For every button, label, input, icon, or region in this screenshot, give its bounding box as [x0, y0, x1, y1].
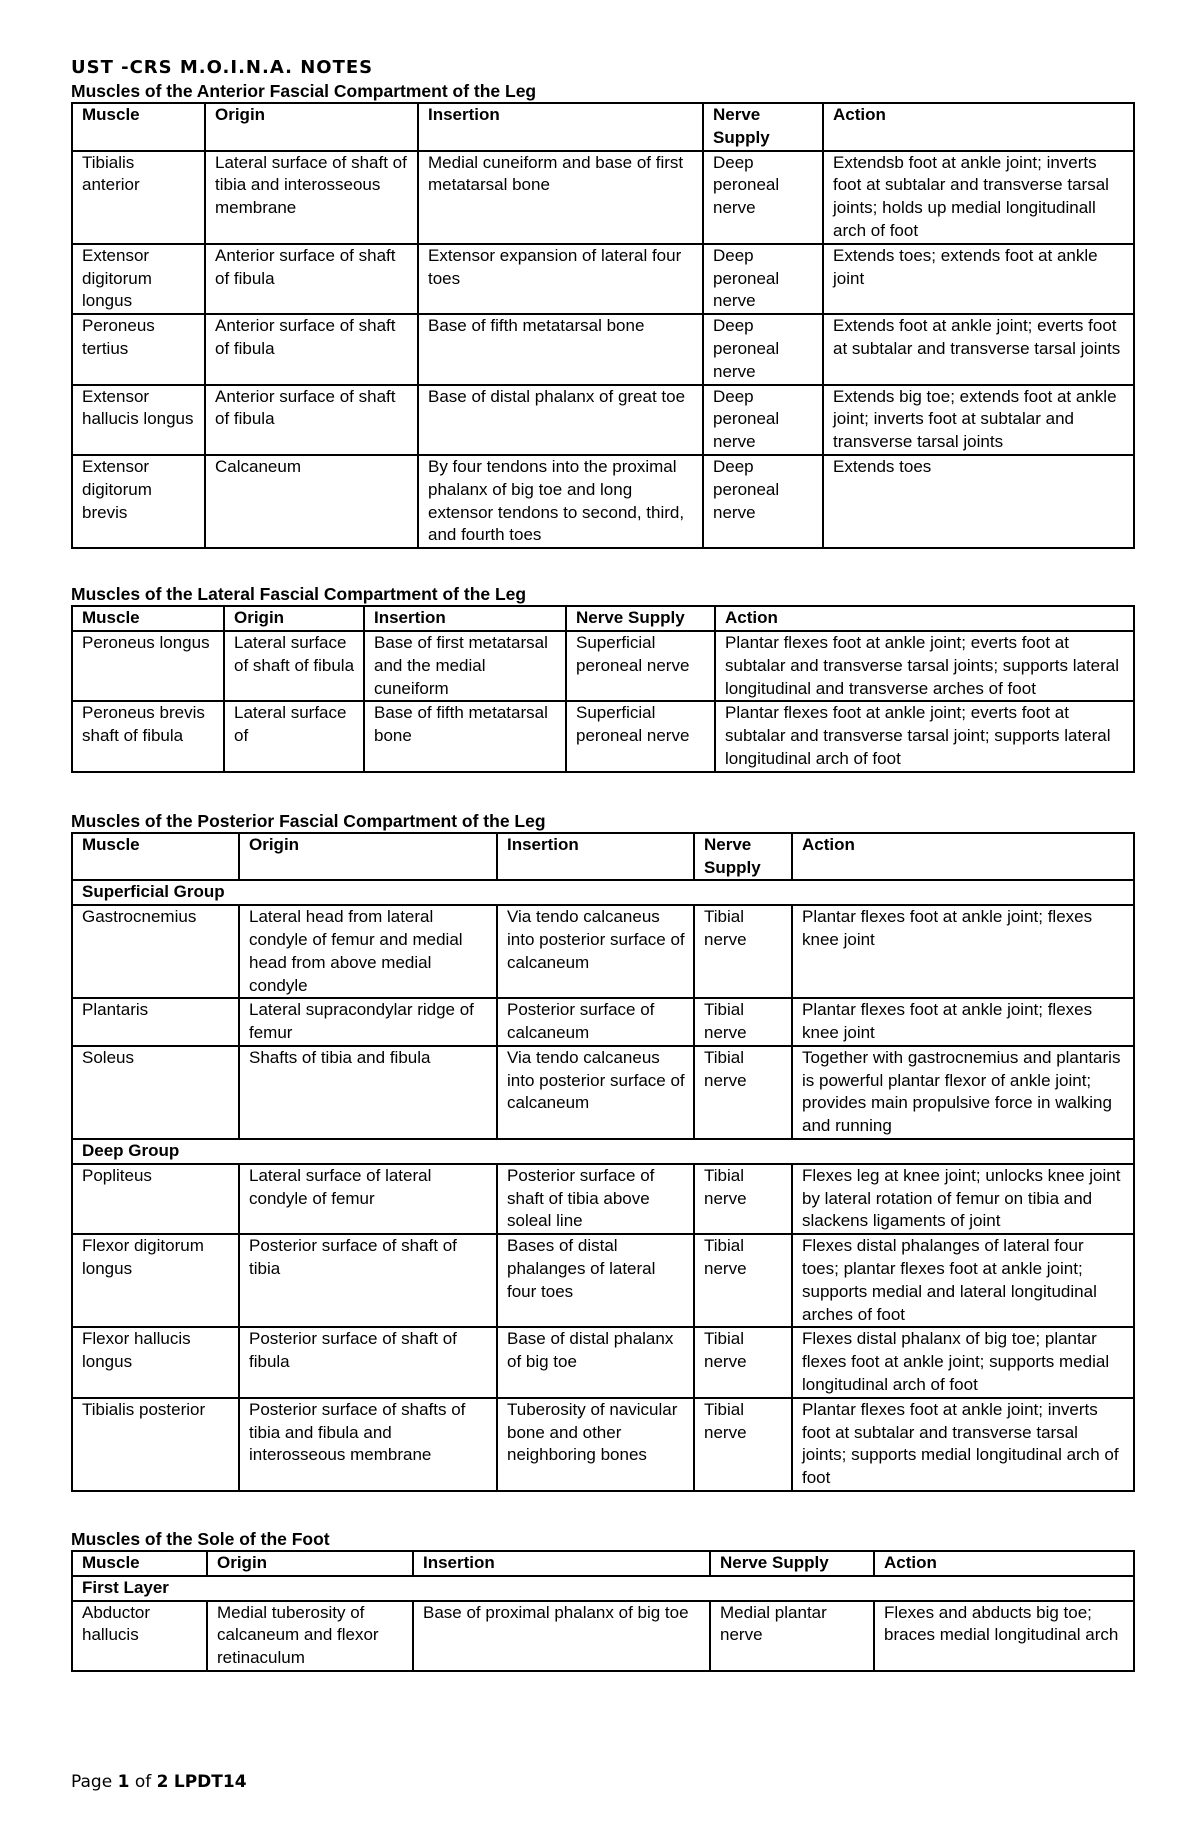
cell-muscle: Peroneus brevis shaft of fibula [72, 701, 224, 771]
cell-origin: Anterior surface of shaft of fibula [205, 314, 418, 384]
table-row [72, 385, 1134, 455]
cell-action: Together with gastrocnemius and plantaris is powerful plantar flexor of ankle joint; provides main propulsive force in walking and running [792, 1046, 1134, 1139]
posterior-section-title: Muscles of the Posterior Fascial Compartment of the Leg [71, 810, 546, 831]
cell-origin: Posterior surface of shafts of tibia and fibula and interosseous membrane [239, 1398, 497, 1491]
cell-nerve: Tibial nerve [694, 1327, 792, 1397]
cell-muscle: Abductor hallucis [72, 1601, 207, 1671]
table-row [72, 1327, 1134, 1397]
table-header-row [72, 1551, 1134, 1576]
page-footer [71, 1772, 247, 1792]
table-header-row [72, 833, 1134, 881]
col-header-action: Action [792, 833, 1134, 881]
col-header-action: Action [715, 606, 1134, 631]
table-row [72, 701, 1134, 771]
cell-origin: Lateral surface of lateral condyle of femur [239, 1164, 497, 1234]
lateral-table [71, 605, 1135, 773]
table-header-row [72, 606, 1134, 631]
cell-muscle: Extensor digitorum brevis [72, 455, 205, 548]
cell-action: Flexes distal phalanges of lateral four toes; plantar flexes foot at ankle joint; supports medial and lateral longitudinal arches of foot [792, 1234, 1134, 1327]
cell-nerve: Deep peroneal nerve [703, 314, 823, 384]
cell-action: Plantar flexes foot at ankle joint; everts foot at subtalar and transverse tarsal joint; supports lateral longitudinal arch of foot [715, 701, 1134, 771]
cell-origin: Posterior surface of shaft of tibia [239, 1234, 497, 1327]
group-row [72, 1576, 1134, 1601]
cell-insertion: Tuberosity of navicular bone and other neighboring bones [497, 1398, 694, 1491]
table-row [72, 998, 1134, 1046]
cell-nerve: Tibial nerve [694, 998, 792, 1046]
cell-insertion: Base of first metatarsal and the medial cuneiform [364, 631, 566, 701]
cell-muscle: Soleus [72, 1046, 239, 1139]
cell-origin: Lateral supracondylar ridge of femur [239, 998, 497, 1046]
table-row [72, 314, 1134, 384]
cell-action: Plantar flexes foot at ankle joint; flexes knee joint [792, 905, 1134, 998]
document-title: UST -CRS M.O.I.N.A. NOTES [71, 57, 374, 78]
col-header-action: Action [874, 1551, 1134, 1576]
footer-doc-code: LPDT14 [173, 1772, 247, 1792]
cell-origin: Anterior surface of shaft of fibula [205, 385, 418, 455]
col-header-nerve-supply: Nerve Supply [710, 1551, 874, 1576]
cell-origin: Lateral surface of [224, 701, 364, 771]
cell-nerve: Tibial nerve [694, 1234, 792, 1327]
col-header-muscle: Muscle [72, 103, 205, 151]
col-header-nerve-supply: Nerve Supply [703, 103, 823, 151]
cell-action: Flexes distal phalanx of big toe; plantar flexes foot at ankle joint; supports medial longitudinal arch of foot [792, 1327, 1134, 1397]
cell-origin: Shafts of tibia and fibula [239, 1046, 497, 1139]
group-row [72, 1139, 1134, 1164]
cell-nerve: Deep peroneal nerve [703, 244, 823, 314]
anterior-table [71, 102, 1135, 549]
col-header-insertion: Insertion [413, 1551, 710, 1576]
cell-insertion: Base of fifth metatarsal bone [364, 701, 566, 771]
cell-insertion: Base of fifth metatarsal bone [418, 314, 703, 384]
cell-action: Extendsb foot at ankle joint; inverts foot at subtalar and transverse tarsal joints; holds up medial longitudinall arch of foot [823, 151, 1134, 244]
cell-muscle: Flexor hallucis longus [72, 1327, 239, 1397]
table-header-row [72, 103, 1134, 151]
table-row [72, 1601, 1134, 1671]
cell-insertion: Bases of distal phalanges of lateral four toes [497, 1234, 694, 1327]
cell-insertion: Extensor expansion of lateral four toes [418, 244, 703, 314]
col-header-muscle: Muscle [72, 606, 224, 631]
cell-muscle: Gastrocnemius [72, 905, 239, 998]
cell-action: Plantar flexes foot at ankle joint; everts foot at subtalar and transverse tarsal joints; supports lateral longitudinal and transverse arches of foot [715, 631, 1134, 701]
cell-action: Extends toes [823, 455, 1134, 548]
col-header-origin: Origin [224, 606, 364, 631]
cell-nerve: Superficial peroneal nerve [566, 701, 715, 771]
cell-muscle: Tibialis anterior [72, 151, 205, 244]
cell-nerve: Deep peroneal nerve [703, 151, 823, 244]
cell-action: Extends foot at ankle joint; everts foot at subtalar and transverse tarsal joints [823, 314, 1134, 384]
cell-nerve: Tibial nerve [694, 1398, 792, 1491]
table-row [72, 1164, 1134, 1234]
cell-insertion: Base of proximal phalanx of big toe [413, 1601, 710, 1671]
cell-insertion: Posterior surface of calcaneum [497, 998, 694, 1046]
cell-action: Flexes and abducts big toe; braces medial longitudinal arch [874, 1601, 1134, 1671]
col-header-insertion: Insertion [497, 833, 694, 881]
cell-insertion: By four tendons into the proximal phalanx of big toe and long extensor tendons to second, third, and fourth toes [418, 455, 703, 548]
col-header-muscle: Muscle [72, 833, 239, 881]
group-row [72, 880, 1134, 905]
cell-insertion: Base of distal phalanx of great toe [418, 385, 703, 455]
cell-muscle: Extensor digitorum longus [72, 244, 205, 314]
cell-action: Plantar flexes foot at ankle joint; inverts foot at subtalar and transverse tarsal joints; supports medial longitudinal arch of foot [792, 1398, 1134, 1491]
table-row [72, 1046, 1134, 1139]
cell-muscle: Plantaris [72, 998, 239, 1046]
superficial-group-label: Superficial Group [72, 880, 1134, 905]
table-row [72, 1398, 1134, 1491]
cell-muscle: Flexor digitorum longus [72, 1234, 239, 1327]
cell-nerve: Medial plantar nerve [710, 1601, 874, 1671]
cell-muscle: Peroneus longus [72, 631, 224, 701]
cell-origin: Calcaneum [205, 455, 418, 548]
table-row [72, 244, 1134, 314]
col-header-action: Action [823, 103, 1134, 151]
document-page [71, 56, 1133, 1672]
cell-nerve: Superficial peroneal nerve [566, 631, 715, 701]
footer-page-total: 2 [156, 1772, 169, 1792]
cell-muscle: Extensor hallucis longus [72, 385, 205, 455]
cell-origin: Anterior surface of shaft of fibula [205, 244, 418, 314]
footer-of-word: of [134, 1772, 152, 1792]
cell-muscle: Peroneus tertius [72, 314, 205, 384]
col-header-nerve-supply: Nerve Supply [566, 606, 715, 631]
cell-action: Extends toes; extends foot at ankle joint [823, 244, 1134, 314]
lateral-section-title: Muscles of the Lateral Fascial Compartment of the Leg [71, 584, 527, 605]
sole-section-title: Muscles of the Sole of the Foot [71, 1529, 330, 1550]
table-row [72, 631, 1134, 701]
sole-table [71, 1550, 1135, 1672]
cell-origin: Medial tuberosity of calcaneum and flexor retinaculum [207, 1601, 413, 1671]
col-header-insertion: Insertion [364, 606, 566, 631]
col-header-nerve-supply: Nerve Supply [694, 833, 792, 881]
cell-insertion: Via tendo calcaneus into posterior surface of calcaneum [497, 905, 694, 998]
cell-origin: Lateral surface of shaft of fibula [224, 631, 364, 701]
cell-nerve: Tibial nerve [694, 1046, 792, 1139]
cell-insertion: Base of distal phalanx of big toe [497, 1327, 694, 1397]
col-header-insertion: Insertion [418, 103, 703, 151]
cell-origin: Posterior surface of shaft of fibula [239, 1327, 497, 1397]
footer-page-number: 1 [117, 1772, 130, 1792]
cell-origin: Lateral surface of shaft of tibia and interosseous membrane [205, 151, 418, 244]
cell-action: Flexes leg at knee joint; unlocks knee joint by lateral rotation of femur on tibia and slackens ligaments of joint [792, 1164, 1134, 1234]
cell-action: Extends big toe; extends foot at ankle joint; inverts foot at subtalar and transverse tarsal joints [823, 385, 1134, 455]
cell-nerve: Deep peroneal nerve [703, 455, 823, 548]
cell-nerve: Tibial nerve [694, 905, 792, 998]
first-layer-label: First Layer [72, 1576, 1134, 1601]
cell-muscle: Popliteus [72, 1164, 239, 1234]
table-row [72, 455, 1134, 548]
cell-nerve: Tibial nerve [694, 1164, 792, 1234]
footer-page-word: Page [71, 1772, 113, 1792]
anterior-section-title: Muscles of the Anterior Fascial Compartment of the Leg [71, 81, 537, 101]
col-header-origin: Origin [205, 103, 418, 151]
posterior-table [71, 832, 1135, 1492]
table-row [72, 905, 1134, 998]
deep-group-label: Deep Group [72, 1139, 1134, 1164]
col-header-muscle: Muscle [72, 1551, 207, 1576]
cell-muscle: Tibialis posterior [72, 1398, 239, 1491]
cell-insertion: Posterior surface of shaft of tibia above soleal line [497, 1164, 694, 1234]
col-header-origin: Origin [207, 1551, 413, 1576]
col-header-origin: Origin [239, 833, 497, 881]
cell-nerve: Deep peroneal nerve [703, 385, 823, 455]
cell-insertion: Via tendo calcaneus into posterior surface of calcaneum [497, 1046, 694, 1139]
table-row [72, 1234, 1134, 1327]
cell-origin: Lateral head from lateral condyle of femur and medial head from above medial condyle [239, 905, 497, 998]
cell-insertion: Medial cuneiform and base of first metatarsal bone [418, 151, 703, 244]
cell-action: Plantar flexes foot at ankle joint; flexes knee joint [792, 998, 1134, 1046]
table-row [72, 151, 1134, 244]
